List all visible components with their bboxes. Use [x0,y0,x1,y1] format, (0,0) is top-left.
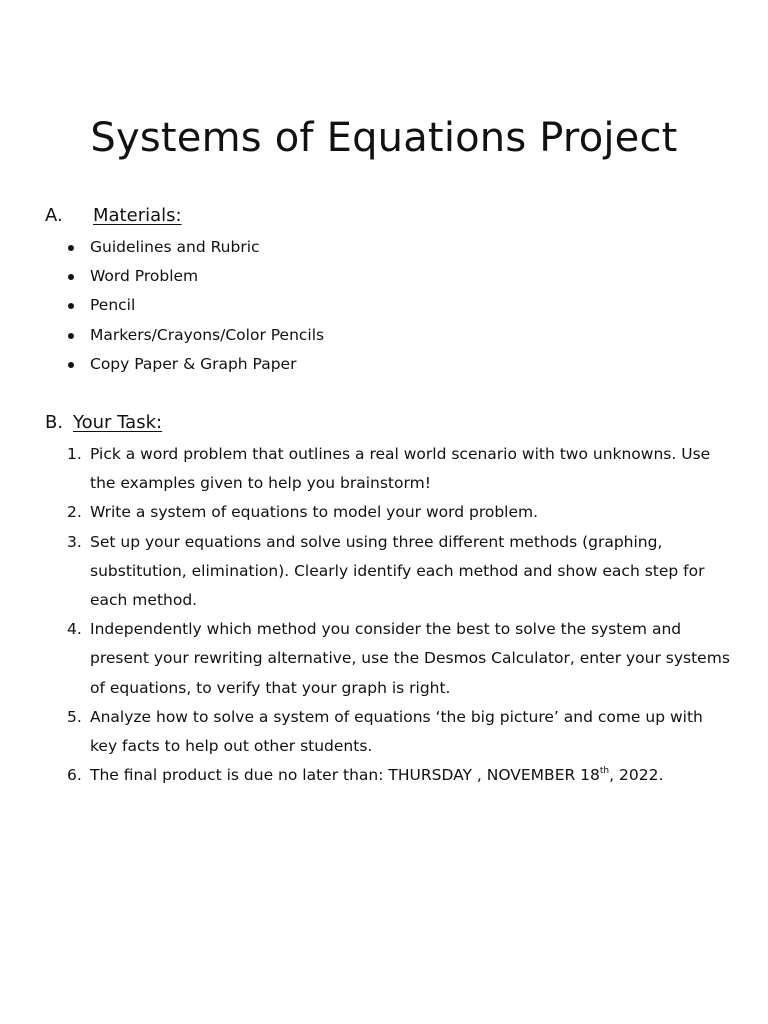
section-b-heading [45,411,162,435]
section-a-title: Materials: [93,205,182,226]
task-text: Write a system of equations to model your word problem. [90,503,539,522]
list-item: Copy Paper & Graph Paper [62,350,324,379]
bullet-icon [68,333,74,339]
page-title: Systems of Equations Project [90,115,678,161]
task-item [62,528,732,616]
section-b-marker: B. [45,412,64,433]
task-item [62,615,732,703]
bullet-icon [68,362,74,368]
task-number: 6. [67,766,82,785]
date-ordinal-suffix: th [599,766,610,777]
due-date-text: The final product is due no later than: THURSDAY , NOVEMBER 18th, 2022. [90,766,664,785]
list-item: Markers/Crayons/Color Pencils [62,321,324,350]
task-text: Analyze how to solve a system of equations ‘the big picture’ and come up with key facts to help out other students. [90,707,703,756]
task-number: 1. [67,445,82,463]
task-number: 2. [67,503,82,522]
bullet-icon [68,303,74,309]
section-a-heading [45,204,182,228]
list-item: Guidelines and Rubric [62,233,324,262]
task-number: 4. [67,620,82,639]
task-text: Independently which method you consider the best to solve the system and present your rewriting alternative, use the Desmos Calculator, enter your systems of equations, to verify that your graph is right. [90,620,730,697]
task-number: 5. [67,707,82,726]
task-number: 3. [67,532,82,551]
section-a-marker: A. [45,205,63,226]
task-item [62,761,732,790]
task-item [62,440,732,498]
task-list [62,440,732,790]
bullet-icon [68,274,74,280]
materials-list [62,233,324,379]
section-b-title: Your Task: [73,412,163,433]
list-item: Pencil [62,291,324,320]
task-text: Set up your equations and solve using three different methods (graphing, substitution, elimination). Clearly identify each method and show each step for each method. [90,532,705,610]
task-item [62,703,732,761]
task-text: Pick a word problem that outlines a real world scenario with two unknowns. Use the examples given to help you brainstorm! [90,445,711,493]
bullet-icon [68,245,74,251]
task-item [62,498,732,527]
list-item: Word Problem [62,262,324,291]
